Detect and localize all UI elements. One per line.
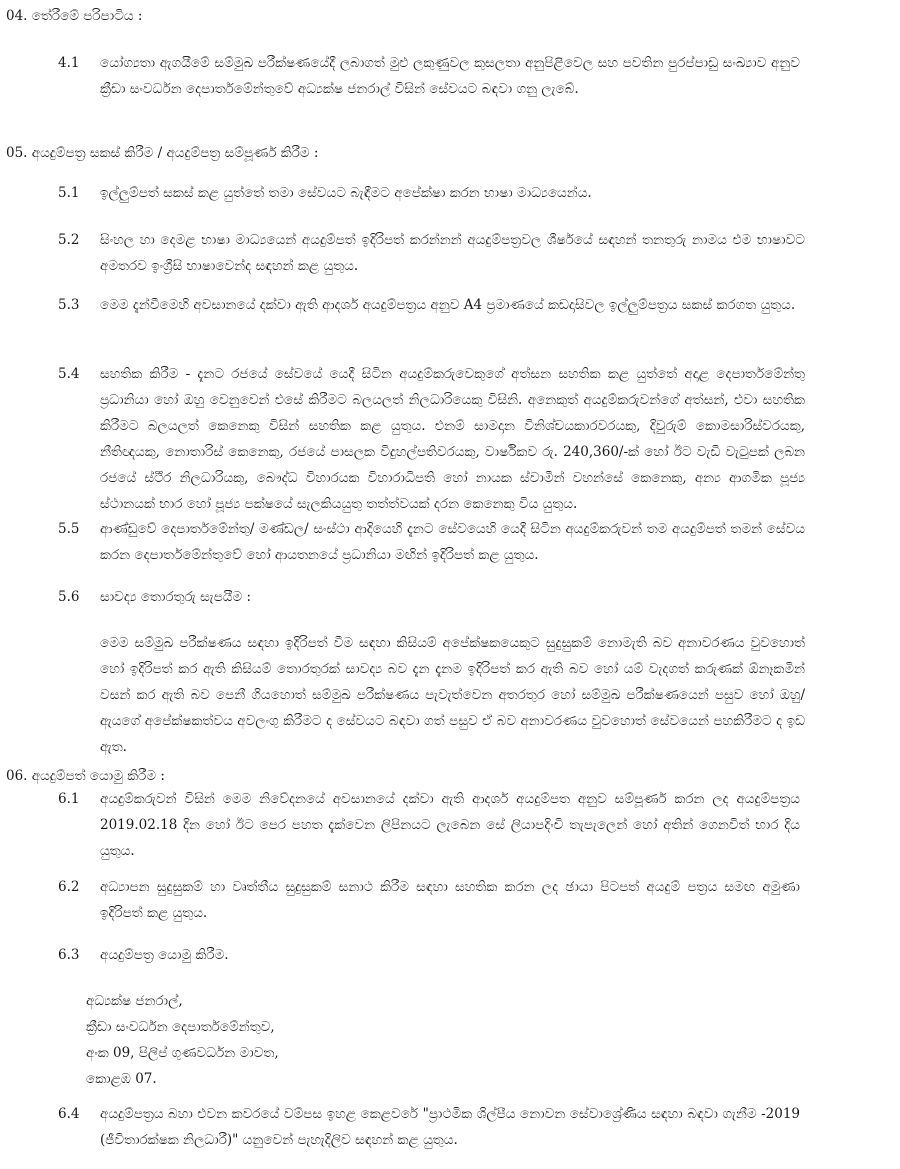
item-6-3-number: 6.3: [58, 947, 80, 963]
item-5-6-text: සාවද්‍ය තොරතුරු සැපයීම :: [100, 589, 252, 605]
section-04-heading: 04. තේරීමේ පරිපාටිය :: [6, 8, 143, 24]
address-line-1: අධ්‍යක්ෂ ජනරාල්,: [86, 993, 183, 1009]
item-5-2-text: සිංහල හා දෙමළ භාෂා මාධ්‍යයෙන් අයදුම්පත් ඉදිරිපත් කරන්නන් අයදුම්පත්‍රවල ශීර්ෂයේ සඳහන් තනතුරු නාමය එම භාෂාවට අමතරව ඉංග්‍රීසි භාෂාවෙන්ද සඳහන් කළ යුතුය.: [100, 232, 805, 274]
section-06-heading: 06. අයදුම්පත් යොමු කිරීම :: [6, 768, 165, 784]
item-6-2-text: අධ්‍යාපන සුදුසුකම් හා වෘත්තීය සුදුසුකම් සනාථ කිරීම සඳහා සහතික කරන ලද ඡායා පිටපත් අයදුම් පත්‍රය සමඟ අමුණා ඉදිරිපත් කළ යුතුය.: [100, 879, 800, 921]
item-6-4-text: අයදුම්පත්‍රය බහා එවන කවරයේ වම්පස ඉහළ කෙළවරේ "ප්‍රාථමික ශිල්පීය නොවන සේවාශ්‍රේණිය සඳහා බඳවා ගැනීම -2019 (ජීවිතාරක්ෂක නිලධාරී)" යනුවෙන් පැහැදිලිව සඳහන් කළ යුතුය.: [100, 1106, 800, 1148]
item-5-4-text: සහතික කිරීම - දැනට රජයේ සේවයේ යෙදී සිටින අයදුම්කරුවෙකුගේ අත්සන සහතික කළ යුත්තේ අදාළ දෙපාර්තමේන්තු ප්‍රධානියා හෝ ඔහු වෙනුවෙන් එසේ කිරීමට බලයලත් නිලධාරියෙකු විසිනි. අනෙකුත් අයදුම්කරුවන්ගේ අත්සන්, එවා සහතික කිරීමට බලයලත් කෙනෙකු විසින් සහතික කළ යුතුය. එනම් සාමදාන විනිශ්චයකාරවරයකු, දිවුරුම් කොමසාරිස්වරයකු, නීතිඥයකු, නොතාරිස් කෙනෙකු, රජයේ පාසලක විදුහල්පතිවරයකු, වාර්ෂිකව රු. 240,360/-ක් හෝ ඊට වැඩි වැටුපක් ලබන රජයේ ස්ථිර නිලධාරියකු, බෞද්ධ විහාරයක විහාරාධිපති හෝ නායක ස්වාමීන් වහන්සේ කෙනෙකු, අන්‍ය ආගමික පූජ්‍ය ස්ථානයක් භාර හෝ පූජ්‍ය පක්ෂයේ සැලකියයුතු තත්ත්වයක් දරන කෙනෙකු විය යුතුය.: [100, 366, 805, 512]
item-6-1-text: අයදුම්කරුවන් විසින් මෙම නිවේදනයේ අවසානයේ දක්වා ඇති ආදර්ශ අයදුම්පත අනුව සම්පූර්ණ කරන ලද අයදුම්පත්‍රය 2019.02.18 දින හෝ ඊට පෙර පහත දැක්වෙන ලිපිනයට ලැබෙන සේ ලියාපදිංචි තැපැලෙන් හෝ අතින් ගෙනවිත් භාර දිය යුතුය.: [100, 791, 800, 859]
address-block: [86, 988, 586, 1092]
item-5-5-number: 5.5: [58, 521, 80, 537]
item-6-4-number: 6.4: [58, 1106, 80, 1122]
false-information-note: මෙම සම්මුඛ පරීක්ෂණය සඳහා ඉදිරිපත් වීම සඳහා කිසියම් අපේක්ෂකයෙකුට සුදුසුකම් නොමැති බව අනාවරණය වුවහොත් හෝ ඉදිරිපත් කර ඇති කිසියම් තොරතුරක් සාවද්‍ය බව දැන දැනම ඉදිරිපත් කර ඇති බව හෝ යම් වැදගත් කරුණක් ඕනෑකමින් වසන් කර ඇති බව පෙනී ගියහොත් සම්මුඛ පරීක්ෂණය පැවැත්වෙන අතරතුර හෝ සම්මුඛ පරීක්ෂණයෙන් පසුව හෝ ඔහු/ඇයගේ අපේක්ෂකත්වය අවලංගු කිරීමට ද සේවයට බඳවා ගත් පසුව ඒ බව අනාවරණය වුවහොත් සේවයෙන් පහකිරීමට ද ඉඩ ඇත.: [100, 635, 805, 755]
item-6-2-number: 6.2: [58, 879, 80, 895]
item-5-1-text: ඉල්ලුම්පත් සකස් කළ යුත්තේ තමා සේවයට බැඳීමට අපේක්ෂා කරන භාෂා මාධ්‍යයෙන්ය.: [100, 185, 592, 201]
item-5-3-number: 5.3: [58, 297, 80, 313]
item-6-1-number: 6.1: [58, 791, 80, 807]
item-6-3-text: අයදුම්පත්‍ර යොමු කිරීම.: [100, 947, 229, 963]
section-05-heading: 05. අයදුම්පත්‍ර සකස් කිරීම / අයදුම්පත්‍ර සම්පූර්ණ කිරීම :: [6, 145, 319, 161]
item-5-3-text: මෙම දැන්වීමෙහි අවසානයේ දක්වා ඇති ආදර්ශ අයදුම්පත්‍රය අනුව A4 ප්‍රමාණයේ කඩදාසිවල ඉල්ලුම්පත්‍රය සකස් කරගත යුතුය.: [100, 297, 796, 313]
address-line-3: අංක 09, පිලිප් ගුණවර්ධන මාවත,: [86, 1045, 279, 1061]
item-5-1-number: 5.1: [58, 185, 80, 201]
item-4-1-number: 4.1: [58, 55, 80, 71]
address-line-2: ක්‍රීඩා සංවර්ධන දෙපාර්තමේන්තුව,: [86, 1019, 275, 1035]
item-5-4-number: 5.4: [58, 366, 80, 382]
item-5-2-number: 5.2: [58, 232, 80, 248]
item-4-1-text: යෝග්‍යතා ඇගයීමේ සම්මුඛ පරීක්ෂණයේදී ලබාගත් මුළු ලකුණුවල කුසලතා අනුපිළිවෙල සහ පවතින පුරප්පාඩු සංඛ්‍යාව අනුව ක්‍රීඩා සංවර්ධන දෙපාර්තමේන්තුවේ අධ්‍යක්ෂ ජනරාල් විසින් සේවයට බඳවා ගනු ලැබේ.: [100, 55, 800, 97]
item-5-6-number: 5.6: [58, 589, 80, 605]
address-line-4: කොළඹ 07.: [86, 1071, 157, 1087]
item-5-5-text: ආණ්ඩුවේ දෙපාර්තමේන්තු/ මණ්ඩල/ සංස්ථා ආදියෙහි දැනට සේවයෙහි යෙදී සිටින අයදුම්කරුවන් තම අයදුම්පත් තමන් සේවය කරන දෙපාර්තමේන්තුවේ හෝ ආයතනයේ ප්‍රධානියා මඟින් ඉදිරිපත් කළ යුතුය.: [100, 521, 805, 563]
